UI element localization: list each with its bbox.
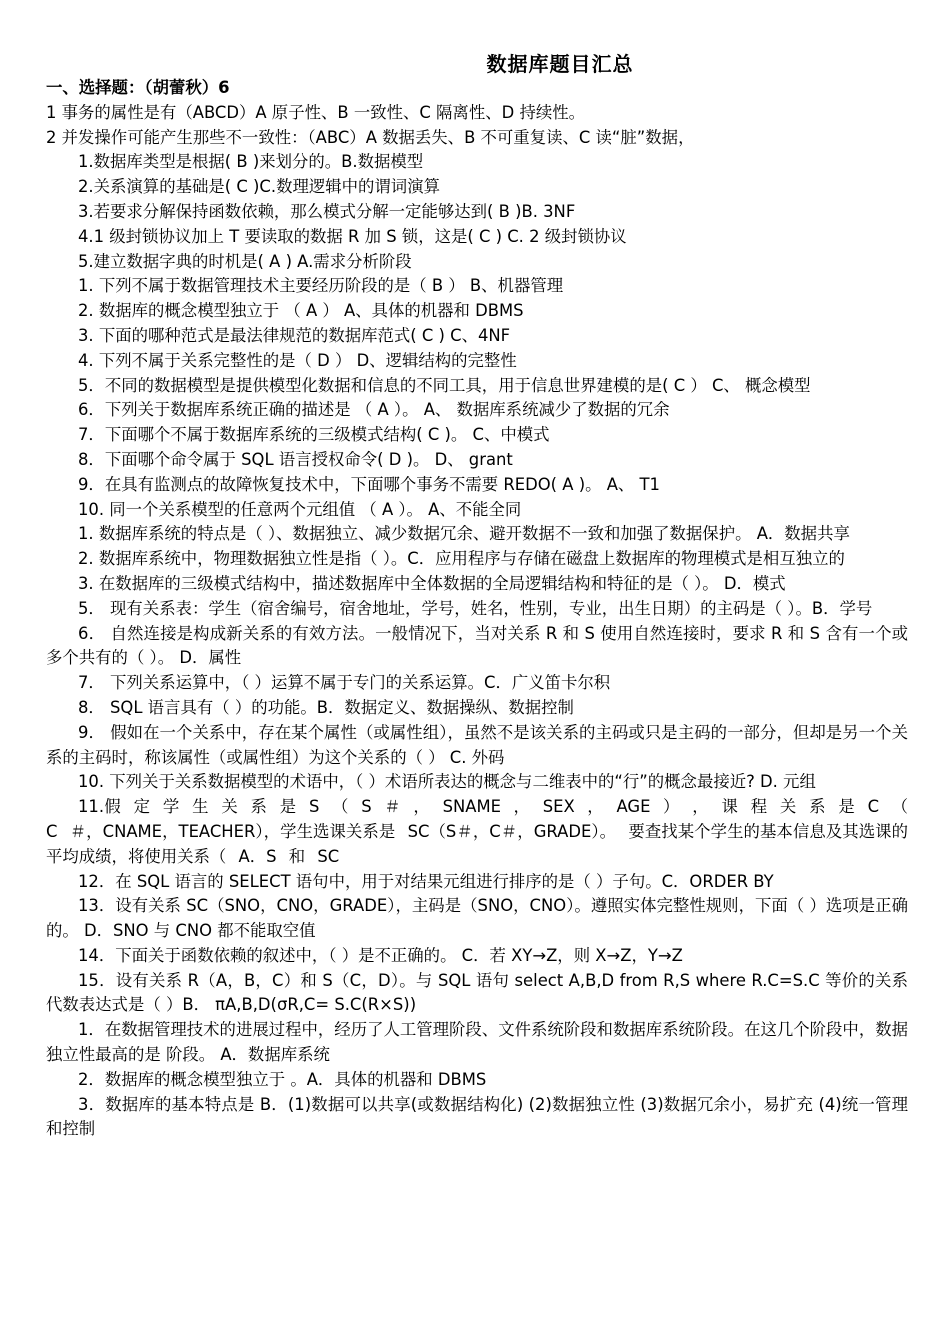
question-line: 8．下面哪个命令属于 SQL 语言授权命令( D )。 D、 grant <box>78 449 513 469</box>
question-line: 8． SQL 语言具有（ ）的功能。B．数据定义、数据操纵、数据控制 <box>78 697 574 717</box>
question-line: 1.数据库类型是根据( B )来划分的。B.数据模型 <box>78 152 424 172</box>
question-line: 7．下面哪个不属于数据库系统的三级模式结构( C )。 C、中模式 <box>78 425 550 445</box>
question-line: 10. 下列关于关系数据模型的术语中，（ ）术语所表达的概念与二维表中的“行”的概念最接近? D. 元组 <box>78 772 816 792</box>
question-line: 1. 下列不属于数据管理技术主要经历阶段的是（ B ） B、机器管理 <box>78 276 564 296</box>
question-list <box>46 101 908 1142</box>
question-line: 2.关系演算的基础是( C )C.数理逻辑中的谓词演算 <box>78 177 440 197</box>
document-title: 数据库题目汇总 <box>486 52 634 76</box>
document-body <box>46 76 908 1142</box>
question-line: 2. 数据库的概念模型独立于 （ A ） A、具体的机器和 DBMS <box>78 301 524 321</box>
question-line: 15．设有关系 R（A，B，C）和 S（C，D）。与 SQL 语句 select A,B,D from R,S where R.C=S.C 等价的关系代数表达式是（ ）B． πA,B,D(σR,C= S.C(R×S)) <box>46 970 908 1015</box>
question-line: 4.1 级封锁协议加上 T 要读取的数据 R 加 S 锁，这是( C ) C. 2 级封锁协议 <box>78 226 627 246</box>
question-line: 1 事务的属性是有（ABCD）A 原子性、B 一致性、C 隔离性、D 持续性。 <box>46 102 586 122</box>
question-line: 5． 现有关系表：学生（宿舍编号，宿舍地址，学号，姓名，性别，专业，出生日期）的主码是（ ）。B．学号 <box>78 598 873 618</box>
question-line: 1. 数据库系统的特点是（ ）、数据独立、减少数据冗余、避开数据不一致和加强了数据保护。 A．数据共享 <box>78 524 850 544</box>
question-line: 14．下面关于函数依赖的叙述中，（ ）是不正确的。 C．若 XY→Z，则 X→Z，Y→Z <box>78 945 683 965</box>
question-line: 13．设有关系 SC（SNO，CNO，GRADE），主码是（SNO，CNO）。遵照实体完整性规则，下面（ ）选项是正确的。 D．SNO 与 CNO 都不能取空值 <box>46 896 908 941</box>
question-line: 5．不同的数据模型是提供模型化数据和信息的不同工具，用于信息世界建模的是( C ） C、 概念模型 <box>78 375 811 395</box>
question-line: 5.建立数据字典的时机是( A ) A.需求分析阶段 <box>78 251 412 271</box>
question-line: 4. 下列不属于关系完整性的是（ D ） D、逻辑结构的完整性 <box>78 350 517 370</box>
question-line: 11.假 定 学 生 关 系 是 S （ S ＃ ， SNAME ， SEX ， AGE ） ， 课 程 关 系 是 C （ C ＃，CNAME，TEACHER），学生选课关系是 SC（S＃，C＃，GRADE）。 要查找某个学生的基本信息及其选课的平均成绩，将使用关系（ A．S 和 SC <box>46 797 908 866</box>
question-line: 7． 下列关系运算中，（ ）运算不属于专门的关系运算。C．广义笛卡尔积 <box>78 673 611 693</box>
question-line: 3.若要求分解保持函数依赖，那么模式分解一定能够达到( B )B. 3NF <box>78 201 576 221</box>
question-line: 10. 同一个关系模型的任意两个元组值 （ A ）。 A、不能全同 <box>78 499 522 519</box>
question-line: 3. 下面的哪种范式是最法律规范的数据库范式( C ) C、4NF <box>78 325 511 345</box>
question-line: 1．在数据管理技术的进展过程中，经历了人工管理阶段、文件系统阶段和数据库系统阶段。在这几个阶段中，数据独立性最高的是 阶段。 A．数据库系统 <box>46 1020 908 1065</box>
question-line: 9． 假如在一个关系中，存在某个属性（或属性组），虽然不是该关系的主码或只是主码的一部分，但却是另一个关系的主码时，称该属性（或属性组）为这个关系的（ ） C. 外码 <box>46 722 908 767</box>
question-line: 2. 数据库系统中，物理数据独立性是指（ ）。C．应用程序与存储在磁盘上数据库的物理模式是相互独立的 <box>78 549 845 569</box>
question-line: 9．在具有监测点的故障恢复技术中，下面哪个事务不需要 REDO( A )。 A、 T1 <box>78 474 660 494</box>
question-line: 3．数据库的基本特点是 B．(1)数据可以共享(或数据结构化) (2)数据独立性 (3)数据冗余小，易扩充 (4)统一管理和控制 <box>46 1094 908 1139</box>
question-line: 2 并发操作可能产生那些不一致性：（ABC）A 数据丢失、B 不可重复读、C 读“脏”数据， <box>46 127 695 147</box>
question-line: 6．下列关于数据库系统正确的描述是 （ A ）。 A、 数据库系统减少了数据的冗余 <box>78 400 670 420</box>
question-line: 6． 自然连接是构成新关系的有效方法。一般情况下，当对关系 R 和 S 使用自然连接时，要求 R 和 S 含有一个或多个共有的（ ）。 D．属性 <box>46 623 908 668</box>
question-line: 12．在 SQL 语言的 SELECT 语句中，用于对结果元组进行排序的是（ ）子句。C．ORDER BY <box>78 871 774 891</box>
question-line: 2．数据库的概念模型独立于 。A．具体的机器和 DBMS <box>78 1069 487 1089</box>
section-heading: 一、选择题：（胡蕾秋）6 <box>46 78 230 97</box>
question-line: 3. 在数据库的三级模式结构中，描述数据库中全体数据的全局逻辑结构和特征的是（ ）。 D．模式 <box>78 573 786 593</box>
